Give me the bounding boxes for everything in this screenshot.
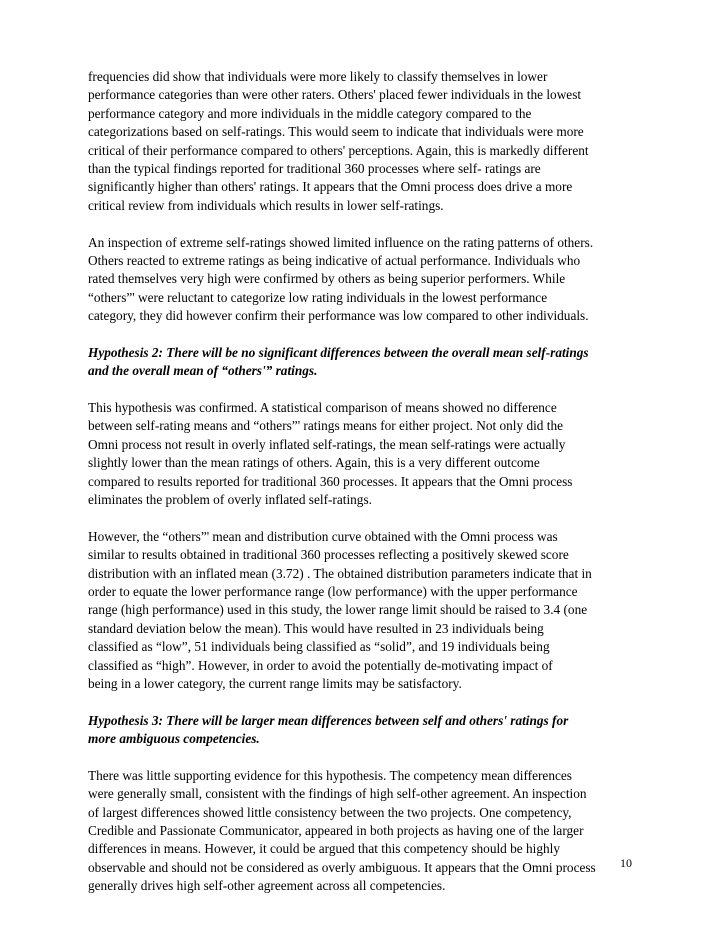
text-line: This hypothesis was confirmed. A statistical comparison of means showed no difference — [88, 400, 557, 416]
text-line: than the typical findings reported for traditional 360 processes where self- ratings are — [88, 160, 541, 176]
text-line: range (high performance) used in this study, the lower range limit should be raised to 3.4 (one — [88, 602, 588, 618]
text-line: Hypothesis 2: There will be no significant differences between the overall mean self-ratings — [88, 344, 589, 360]
text-line: category, they did however confirm their performance was low compared to other individuals. — [88, 308, 589, 324]
paragraph-gap — [88, 509, 648, 527]
paragraph-p3 — [88, 399, 648, 509]
text-line: “others”' were reluctant to categorize low rating individuals in the lowest performance — [88, 289, 548, 305]
text-line: generally drives high self-other agreement across all competencies. — [88, 878, 446, 894]
paragraph-gap — [88, 381, 648, 399]
hypothesis-heading-h3 — [88, 712, 648, 749]
text-line: of largest differences showed little consistency between the two projects. One competency, — [88, 804, 572, 820]
text-line: distribution with an inflated mean (3.72) . The obtained distribution parameters indicate that in — [88, 565, 592, 581]
text-line: standard deviation below the mean). This would have resulted in 23 individuals being — [88, 620, 544, 636]
text-line: significantly higher than others' ratings. It appears that the Omni process does drive a more — [88, 179, 573, 195]
text-line: performance categories than were other raters. Others' placed fewer individuals in the lowest — [88, 87, 582, 103]
text-line: order to equate the lower performance range (low performance) with the upper performance — [88, 583, 578, 599]
paragraph-gap — [88, 748, 648, 766]
text-line: However, the “others”' mean and distribution curve obtained with the Omni process was — [88, 528, 558, 544]
paragraph-gap — [88, 325, 648, 343]
text-line: classified as “high”. However, in order to avoid the potentially de-motivating impact of — [88, 657, 553, 673]
text-line: critical of their performance compared to others' perceptions. Again, this is markedly different — [88, 142, 589, 158]
text-line: critical review from individuals which results in lower self-ratings. — [88, 197, 444, 213]
paragraph-p4 — [88, 528, 648, 694]
text-line: frequencies did show that individuals were more likely to classify themselves in lower — [88, 69, 548, 84]
hypothesis-heading-h2 — [88, 344, 648, 381]
text-line: and the overall mean of “others'” ratings. — [88, 363, 318, 379]
text-line: were generally small, consistent with the findings of high self-other agreement. An inspection — [88, 786, 587, 802]
text-line: being in a lower category, the current range limits may be satisfactory. — [88, 675, 462, 691]
text-line: Credible and Passionate Communicator, appeared in both projects as having one of the larger — [88, 823, 584, 839]
text-line: categorizations based on self-ratings. This would seem to indicate that individuals were more — [88, 124, 584, 140]
text-line: There was little supporting evidence for this hypothesis. The competency mean differences — [88, 767, 572, 783]
text-line: similar to results obtained in traditional 360 processes reflecting a positively skewed score — [88, 547, 569, 563]
paragraph-gap — [88, 215, 648, 233]
text-line: differences in means. However, it could be argued that this competency should be highly — [88, 841, 560, 857]
text-line: compared to results reported for traditional 360 processes. It appears that the Omni process — [88, 473, 573, 489]
text-line: An inspection of extreme self-ratings showed limited influence on the rating patterns of others. — [88, 234, 594, 250]
paragraph-p1 — [88, 68, 648, 215]
text-line: Hypothesis 3: There will be larger mean differences between self and others' ratings for — [88, 712, 569, 728]
text-line: between self-rating means and “others”' ratings means for either project. Not only did the — [88, 418, 564, 434]
paragraph-gap — [88, 693, 648, 711]
text-line: rated themselves very high were confirmed by others as being superior performers. While — [88, 271, 566, 287]
text-line: performance category and more individuals in the middle category compared to the — [88, 105, 532, 121]
text-line: classified as “low”, 51 individuals being classified as “solid”, and 19 individuals being — [88, 639, 550, 655]
text-line: slightly lower than the mean ratings of others. Again, this is a very different outcome — [88, 455, 540, 471]
text-line: Others reacted to extreme ratings as being indicative of actual performance. Individuals who — [88, 252, 581, 268]
paragraph-p2 — [88, 234, 648, 326]
text-line: observable and should not be considered as overly ambiguous. It appears that the Omni process — [88, 859, 596, 875]
text-line: eliminates the problem of overly inflated self-ratings. — [88, 491, 372, 507]
text-line: Omni process not result in overly inflated self-ratings, the mean self-ratings were actually — [88, 436, 566, 452]
paragraph-p5 — [88, 767, 648, 896]
page-number: 10 — [620, 856, 632, 870]
document-body — [88, 68, 648, 896]
text-line: more ambiguous competencies. — [88, 731, 260, 747]
